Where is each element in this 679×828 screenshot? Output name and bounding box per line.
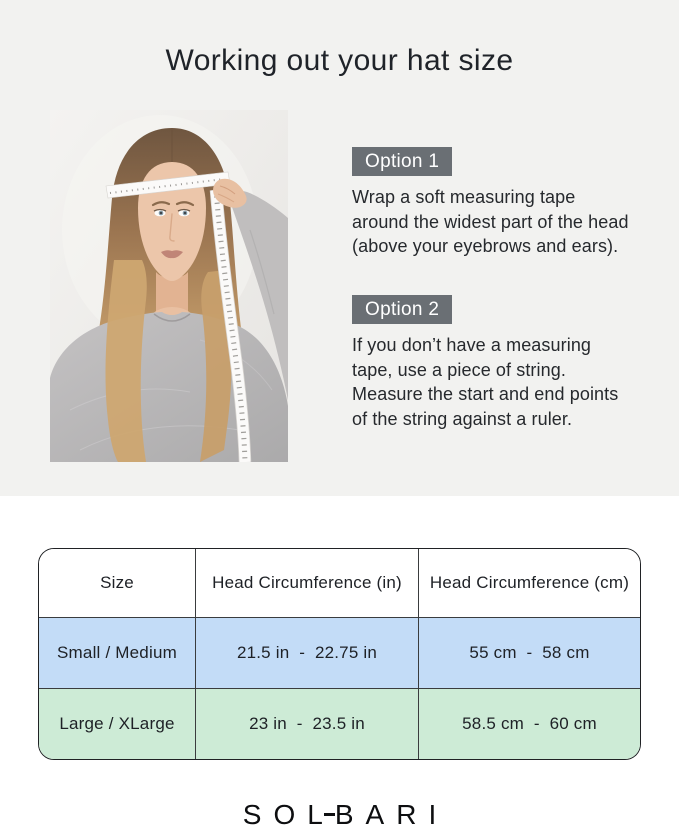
table-header-size: Size — [39, 549, 196, 618]
brand-letter-b-with-crossbar: B — [335, 799, 354, 828]
table-cell-large-xlarge-size: Large / XLarge — [39, 689, 196, 760]
option-1 — [352, 147, 652, 259]
size-table — [38, 548, 641, 760]
option-1-line: around the widest part of the head — [352, 211, 629, 232]
measuring-photo-illustration — [50, 110, 288, 462]
brand-letter: O — [273, 799, 296, 828]
option-2-line: of the string against a ruler. — [352, 408, 573, 429]
option-2-line: If you don’t have a measuring — [352, 335, 592, 355]
option-2-line: Measure the start and end points — [352, 384, 619, 405]
option-2-line: tape, use a piece of string. — [352, 359, 566, 380]
option-1-badge: Option 1 — [352, 147, 452, 176]
option-2-text — [352, 333, 652, 431]
brand-letter: A — [365, 799, 385, 828]
brand-letter: L — [307, 799, 323, 828]
brand-logo — [0, 799, 679, 828]
table-header-inches: Head Circumference (in) — [196, 549, 419, 618]
table-cell-small-medium-size: Small / Medium — [39, 618, 196, 689]
measuring-photo — [50, 110, 288, 462]
option-1-line: (above your eyebrows and ears). — [352, 236, 619, 257]
brand-letter: S — [242, 799, 262, 828]
table-cell-large-xlarge-cm: 58.5 cm - 60 cm — [419, 689, 640, 760]
table-cell-small-medium-cm: 55 cm - 58 cm — [419, 618, 640, 689]
brand-letter: I — [428, 799, 437, 828]
brand-letter: R — [396, 799, 417, 828]
page-title: Working out your hat size — [165, 44, 514, 77]
table-cell-small-medium-inches: 21.5 in - 22.75 in — [196, 618, 419, 689]
option-1-line: Wrap a soft measuring tape — [352, 187, 576, 207]
option-2 — [352, 295, 652, 431]
table-cell-large-xlarge-inches: 23 in - 23.5 in — [196, 689, 419, 760]
table-header-cm: Head Circumference (cm) — [419, 549, 640, 618]
option-1-text — [352, 185, 652, 259]
option-2-badge: Option 2 — [352, 295, 452, 324]
